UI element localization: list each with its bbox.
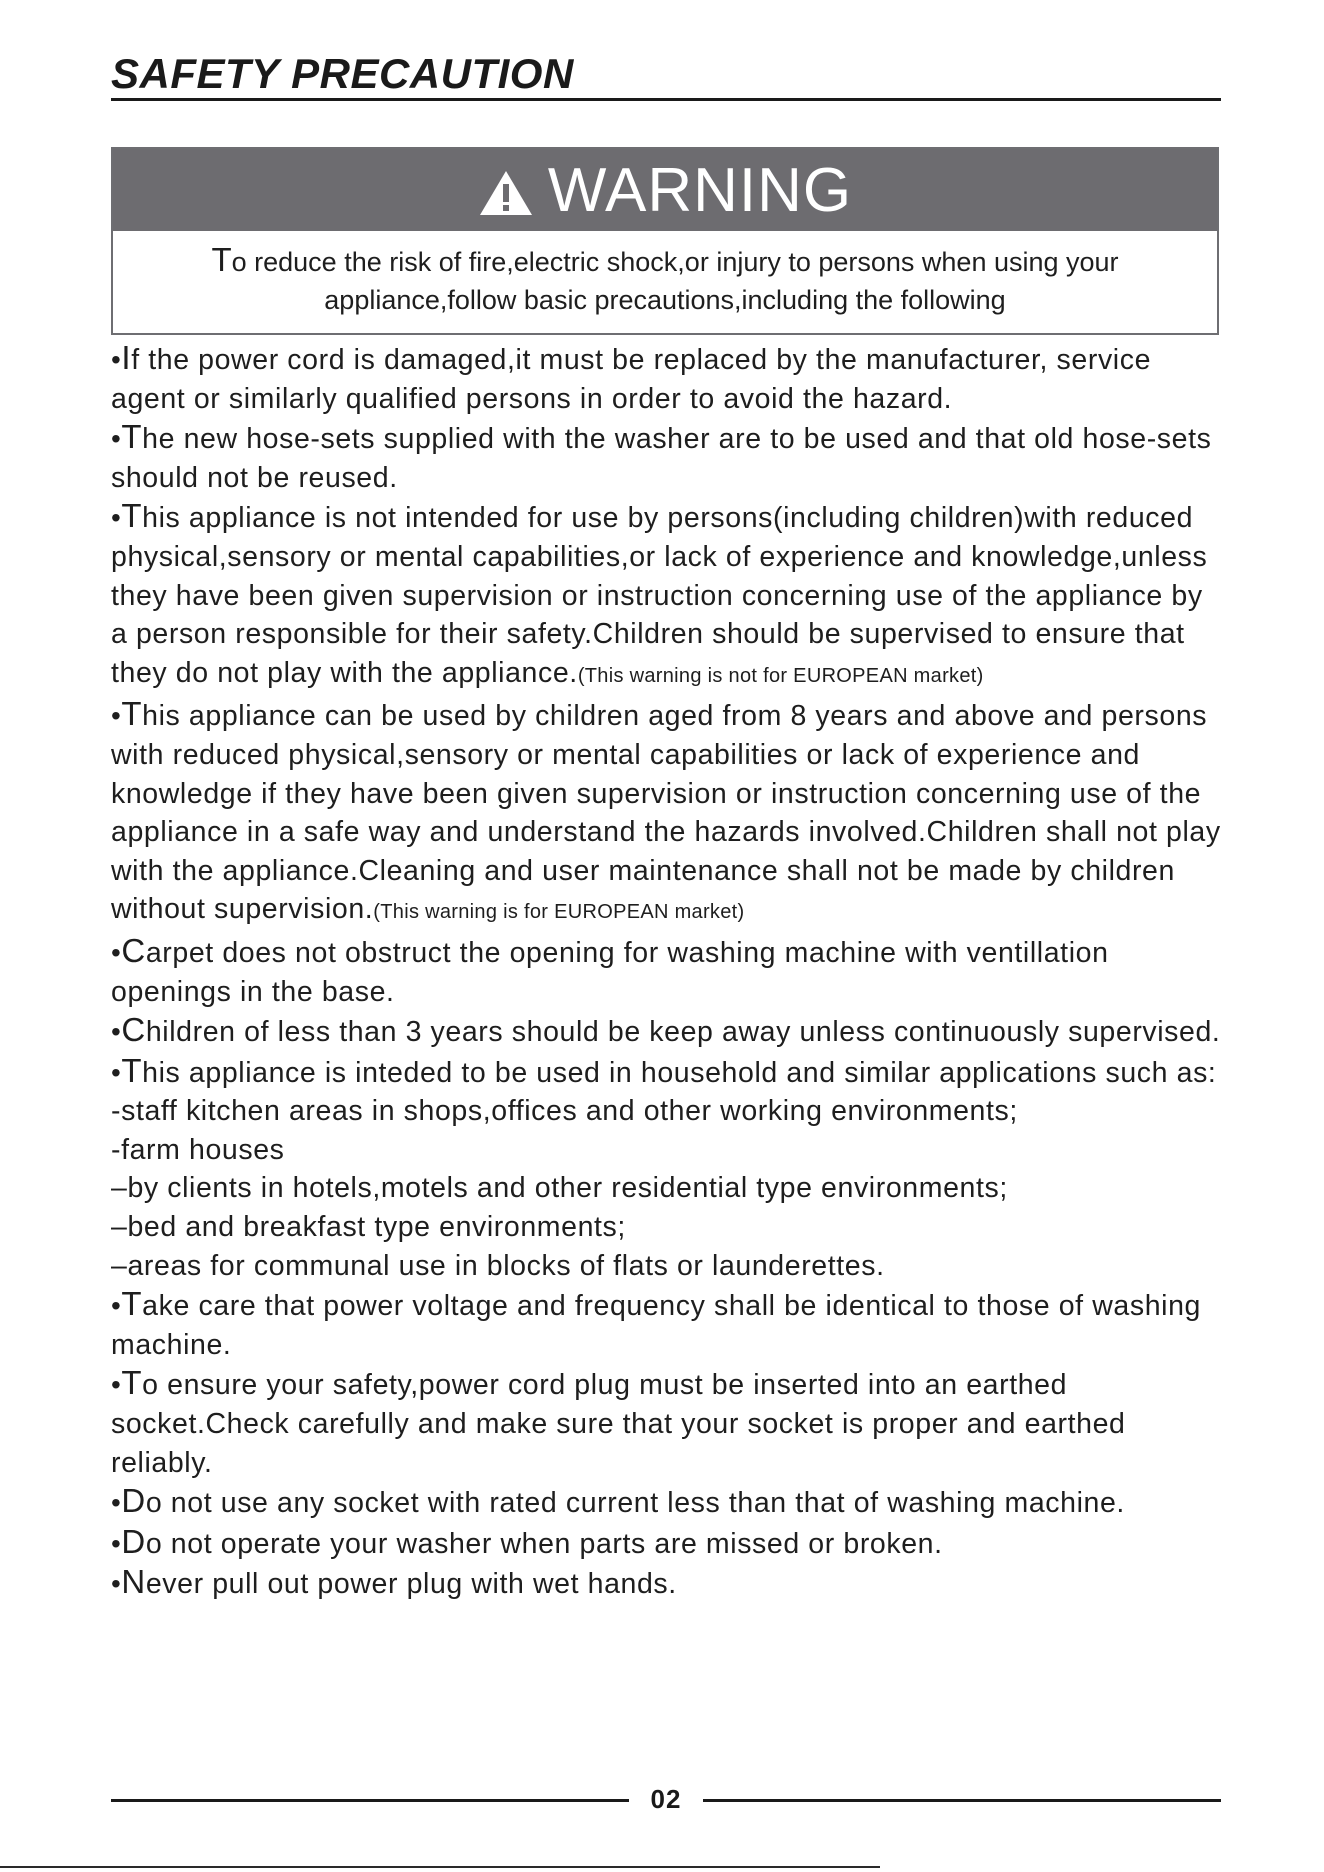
precaution-item [111, 1247, 1226, 1286]
item-text: he new hose-sets supplied with the washer are to be used and that old hose-sets should not be reused. [111, 423, 1212, 494]
bullet-marker: • [111, 1568, 122, 1600]
item-text: -farm houses [111, 1133, 285, 1166]
warning-box [111, 147, 1219, 335]
item-initial: T [121, 695, 143, 733]
bullet-marker: • [111, 936, 122, 968]
item-text: –by clients in hotels,motels and other residential type environments; [111, 1172, 1008, 1205]
warning-text-rest: o reduce the risk of fire,electric shock,or injury to persons when using your [231, 247, 1119, 277]
warning-text [113, 241, 1217, 319]
precaution-item [111, 497, 1226, 695]
precaution-item [111, 932, 1226, 1011]
item-text: hildren of less than 3 years should be keep away unless continuously supervised. [145, 1016, 1221, 1049]
precaution-item [111, 1364, 1226, 1482]
item-text: ever pull out power plug with wet hands. [145, 1568, 677, 1601]
bullet-marker: • [111, 1056, 122, 1088]
item-initial: T [121, 1285, 143, 1323]
item-text: -staff kitchen areas in shops,offices and other working environments; [111, 1095, 1018, 1128]
item-initial: T [121, 418, 143, 456]
precaution-item [111, 418, 1226, 497]
bullet-marker: • [111, 423, 122, 455]
precaution-item [111, 1169, 1226, 1208]
market-note: (This warning is not for EUROPEAN market) [577, 664, 984, 687]
item-initial: D [121, 1482, 146, 1520]
bullet-marker: • [111, 1369, 122, 1401]
precaution-item [111, 1052, 1226, 1093]
bullet-marker: • [111, 1290, 122, 1322]
item-initial: I [121, 339, 132, 376]
precaution-item [111, 1285, 1226, 1364]
title-underline [111, 98, 1221, 101]
scan-edge-line [0, 1866, 880, 1868]
bullet-marker: • [111, 1016, 122, 1048]
item-initial: T [121, 1051, 143, 1089]
item-text: arpet does not obstruct the opening for washing machine with ventillation openings in the base. [111, 936, 1109, 1008]
precaution-item [111, 695, 1226, 932]
item-initial: T [121, 1364, 143, 1402]
precaution-item [111, 1092, 1226, 1131]
item-text: o not operate your washer when parts are missed or broken. [145, 1527, 943, 1560]
item-text: f the power cord is damaged,it must be replaced by the manufacturer, service agent or similarly qualified persons in order to avoid the hazard. [111, 344, 1152, 415]
item-text: his appliance is inteded to be used in household and similar applications such as: [142, 1056, 1217, 1089]
precaution-item [111, 1563, 1226, 1604]
precaution-item [111, 339, 1226, 418]
warning-banner [113, 149, 1217, 231]
item-text: his appliance is not intended for use by persons(including children)with reduced physical,sensory or mental capabilities,or lack of experience and knowledge,unless they have been given supervision or instruction concerning use of the appliance by a person responsible for their safety.Children should be supervised to ensure that they do not play with the appliance. [111, 502, 1208, 689]
item-initial: D [121, 1522, 146, 1560]
warning-triangle-icon [478, 169, 534, 217]
warning-text-line-2: appliance,follow basic precautions,including the following [324, 285, 1006, 315]
precaution-item [111, 1011, 1226, 1052]
bullet-marker: • [111, 1487, 122, 1519]
bullet-marker: • [111, 344, 122, 375]
footer-rule-right [703, 1799, 1221, 1802]
item-text: o not use any socket with rated current less than that of washing machine. [145, 1487, 1125, 1520]
warning-heading: WARNING [547, 155, 853, 225]
precaution-item [111, 1523, 1226, 1564]
item-text: ake care that power voltage and frequency shall be identical to those of washing machine. [111, 1290, 1201, 1361]
precaution-list [111, 339, 1226, 1604]
bullet-marker: • [111, 1527, 122, 1559]
item-text: his appliance can be used by children aged from 8 years and above and persons with reduced physical,sensory or mental capabilities or lack of experience and knowledge if they have been given supervision or instruction concerning use of the appliance in a safe way and understand the hazards involved.Children shall not play with the appliance.Cleaning and user maintenance shall not be made by children without supervision. [111, 700, 1221, 926]
market-note: (This warning is for EUROPEAN market) [373, 901, 745, 924]
item-initial: C [121, 1011, 146, 1049]
precaution-item [111, 1208, 1226, 1247]
precaution-item [111, 1131, 1226, 1170]
footer-rule-left [111, 1799, 629, 1802]
page-title: SAFETY PRECAUTION [111, 50, 574, 97]
warning-text-line-1 [113, 241, 1217, 281]
bullet-marker: • [111, 700, 122, 732]
warning-text-initial: T [211, 241, 232, 278]
precaution-item [111, 1482, 1226, 1523]
item-text: –areas for communal use in blocks of flats or launderettes. [111, 1249, 885, 1282]
page-number: 02 [650, 1784, 682, 1814]
bullet-marker: • [111, 502, 122, 534]
item-initial: T [121, 497, 143, 535]
item-text: –bed and breakfast type environments; [111, 1211, 626, 1244]
item-initial: C [121, 931, 146, 969]
item-text: o ensure your safety,power cord plug must be inserted into an earthed socket.Check carefully and make sure that your socket is proper and earthed reliably. [111, 1369, 1126, 1479]
item-initial: N [121, 1563, 146, 1601]
